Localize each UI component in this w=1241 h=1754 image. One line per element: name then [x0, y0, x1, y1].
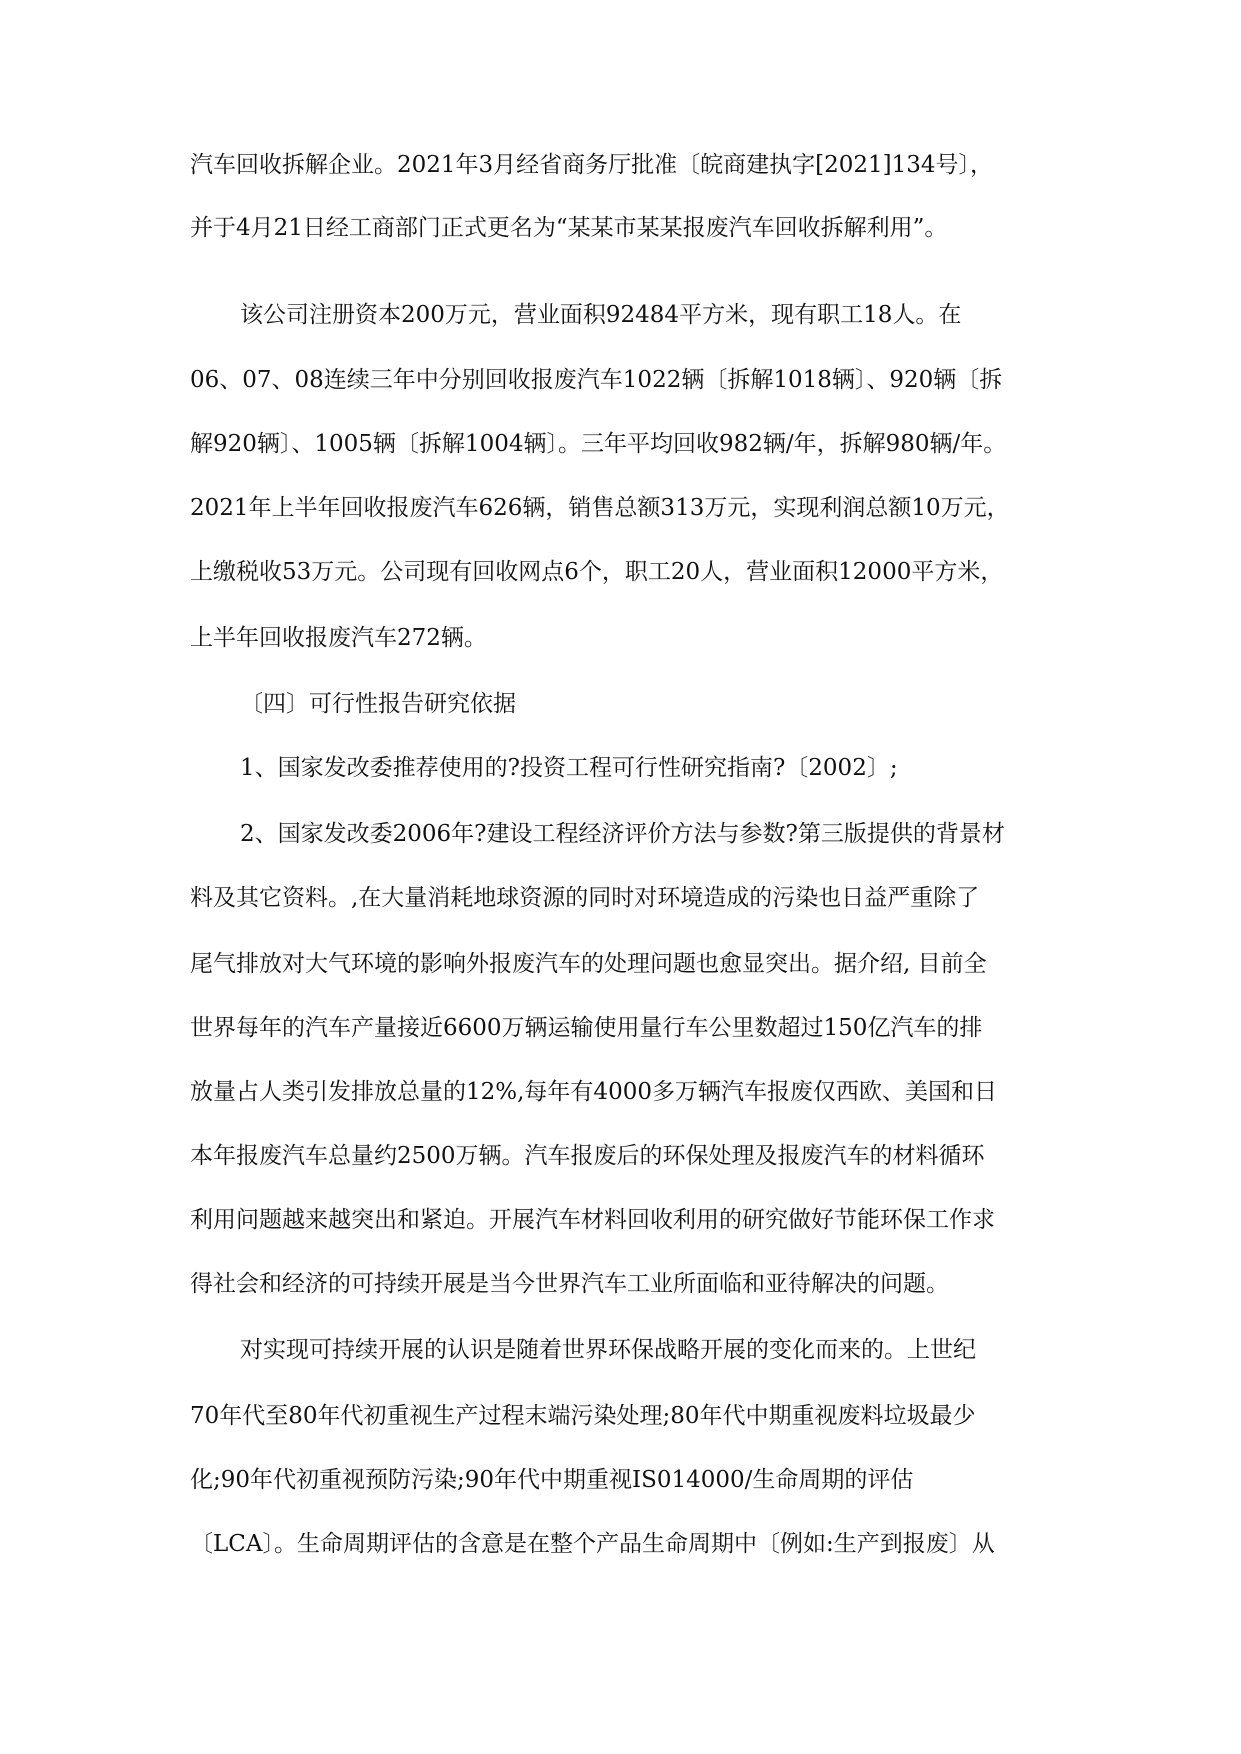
- text-line: 尾气排放对大气环境的影响外报废汽车的处理问题也愈显突出。据介绍, 目前全: [190, 951, 987, 977]
- text-line: 1、国家发改委推荐使用的?投资工程可行性研究指南?〔2002〕;: [240, 755, 898, 781]
- text-line: 化;90年代初重视预防污染;90年代中期重视IS014000/生命周期的评估: [190, 1467, 914, 1493]
- text-line: 上缴税收53万元。公司现有回收网点6个，职工20人，营业面积12000平方米，: [190, 559, 1004, 585]
- text-line: 料及其它资料。,在大量消耗地球资源的同时对环境造成的污染也日益严重除了: [190, 885, 980, 911]
- text-line: 利用问题越来越突出和紧迫。开展汽车材料回收利用的研究做好节能环保工作求: [190, 1207, 995, 1233]
- text-line: 2021年上半年回收报废汽车626辆，销售总额313万元，实现利润总额10万元，: [190, 495, 1010, 521]
- text-line: 汽车回收拆解企业。2021年3月经省商务厅批准〔皖商建执字[2021]134号〕，: [190, 152, 994, 178]
- text-line: 得社会和经济的可持续开展是当今世界汽车工业所面临和亚待解决的问题。: [190, 1271, 949, 1297]
- text-line: 放量占人类引发排放总量的12%,每年有4000多万辆汽车报废仅西欧、美国和日: [190, 1079, 997, 1105]
- text-line: 对实现可持续开展的认识是随着世界环保战略开展的变化而来的。上世纪: [240, 1337, 976, 1363]
- text-line: 06、07、08连续三年中分别回收报废汽车1022辆〔拆解1018辆〕、920辆〔拆: [190, 367, 1003, 393]
- text-line: 该公司注册资本200万元，营业面积92484平方米，现有职工18人。在: [240, 302, 962, 328]
- text-line: 世界每年的汽车产量接近6600万辆运输使用量行车公里数超过150亿汽车的排: [190, 1015, 983, 1041]
- text-line: 本年报废汽车总量约2500万辆。汽车报废后的环保处理及报废汽车的材料循环: [190, 1143, 985, 1169]
- text-line: 解920辆〕、1005辆〔拆解1004辆〕。三年平均回收982辆/年，拆解980辆/年。: [190, 431, 1007, 457]
- text-line: 并于4月21日经工商部门正式更名为“某某市某某报废汽车回收拆解利用”。: [190, 215, 948, 241]
- text-line: 2、国家发改委2006年?建设工程经济评价方法与参数?第三版提供的背景材: [240, 821, 1005, 847]
- text-line: 70年代至80年代初重视生产过程末端污染处理;80年代中期重视废料垃圾最少: [190, 1403, 976, 1429]
- section-heading: 〔四〕可行性报告研究依据: [240, 691, 516, 717]
- text-line: 〔LCA〕。生命周期评估的含意是在整个产品生命周期中〔例如:生产到报废〕从: [190, 1531, 995, 1557]
- text-line: 上半年回收报废汽车272辆。: [190, 625, 487, 651]
